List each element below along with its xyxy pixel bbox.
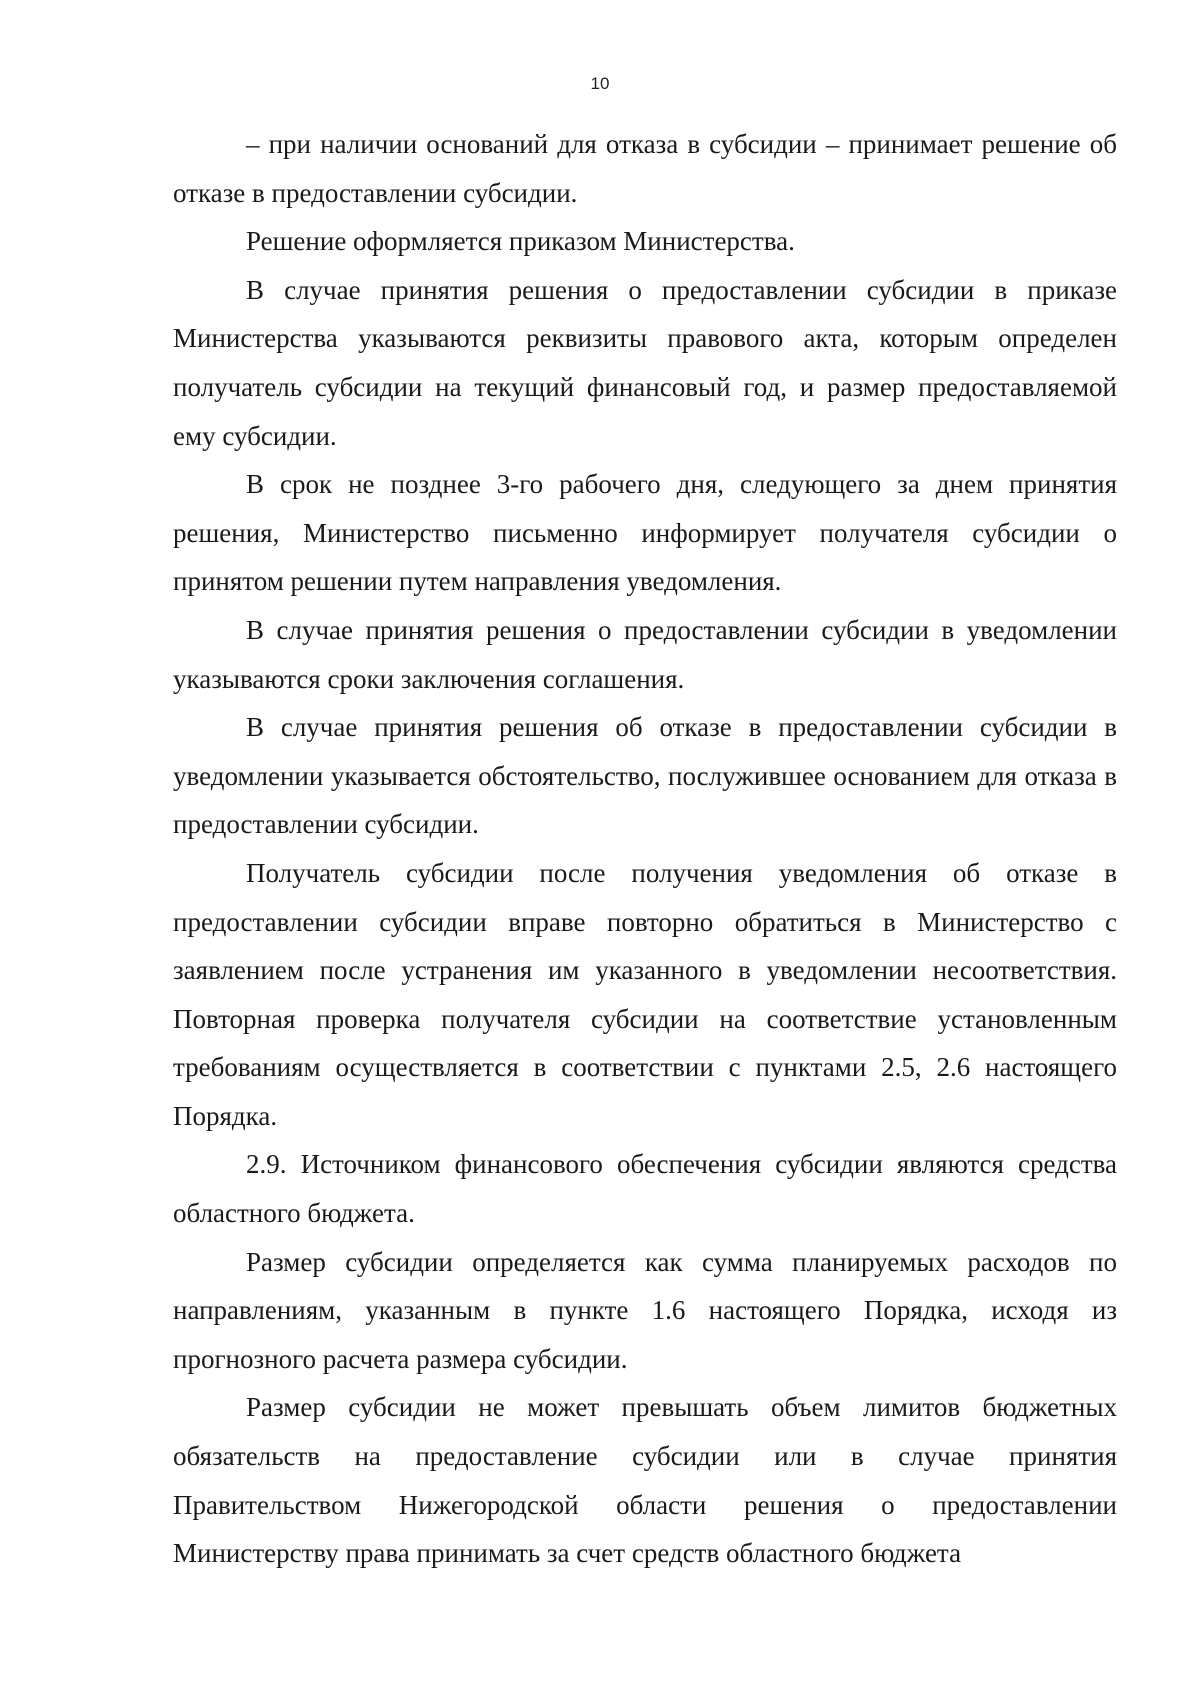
paragraph-subsidy-amount: Размер субсидии определяется как сумма планируемых расходов по направлениям, указанным в пункте 1.6 настоящего Порядка, исходя из прогнозного расчета размера субсидии. [173, 1246, 1117, 1374]
paragraph-refusal-decision: – при наличии оснований для отказа в субсидии – принимает решение об отказе в предоставлении субсидии. [173, 129, 1117, 208]
document-body [173, 120, 1117, 1578]
paragraph-section-2-9: 2.9. Источником финансового обеспечения субсидии являются средства областного бюджета. [173, 1149, 1117, 1229]
page-number: 10 [590, 74, 610, 93]
paragraph-notification-deadline: В срок не позднее 3-го рабочего дня, следующего за днем принятия решения, Министерство письменно информирует получателя субсидии о принятом решении путем направления уведомления. [173, 469, 1117, 597]
paragraph-order-details: В случае принятия решения о предоставлении субсидии в приказе Министерства указываются реквизиты правового акта, которым определен получатель субсидии на текущий финансовый год, и размер предоставляемой ему субсидии. [173, 274, 1117, 451]
paragraph-refusal-reason: В случае принятия решения об отказе в предоставлении субсидии в уведомлении указывается обстоятельство, послужившее основанием для отказа в предоставлении субсидии. [173, 712, 1117, 840]
paragraph-decision-order: Решение оформляется приказом Министерства. [246, 226, 795, 257]
paragraph-subsidy-limits: Размер субсидии не может превышать объем лимитов бюджетных обязательств на предоставление субсидии или в случае принятия Правительством Нижегородской области решения о предоставлении Министерству права принимать за счет средств областного бюджета [173, 1392, 1117, 1569]
paragraph-repeat-application: Получатель субсидии после получения уведомления об отказе в предоставлении субсидии вправе повторно обратиться в Министерство с заявлением после устранения им указанного в уведомлении несоответствия. Повторная проверка получателя субсидии на соответствие установленным требованиям осуществляется в соответствии с пунктами 2.5, 2.6 настоящего Порядка. [173, 857, 1117, 1131]
paragraph-agreement-terms: В случае принятия решения о предоставлении субсидии в уведомлении указываются сроки заключения соглашения. [173, 614, 1117, 694]
